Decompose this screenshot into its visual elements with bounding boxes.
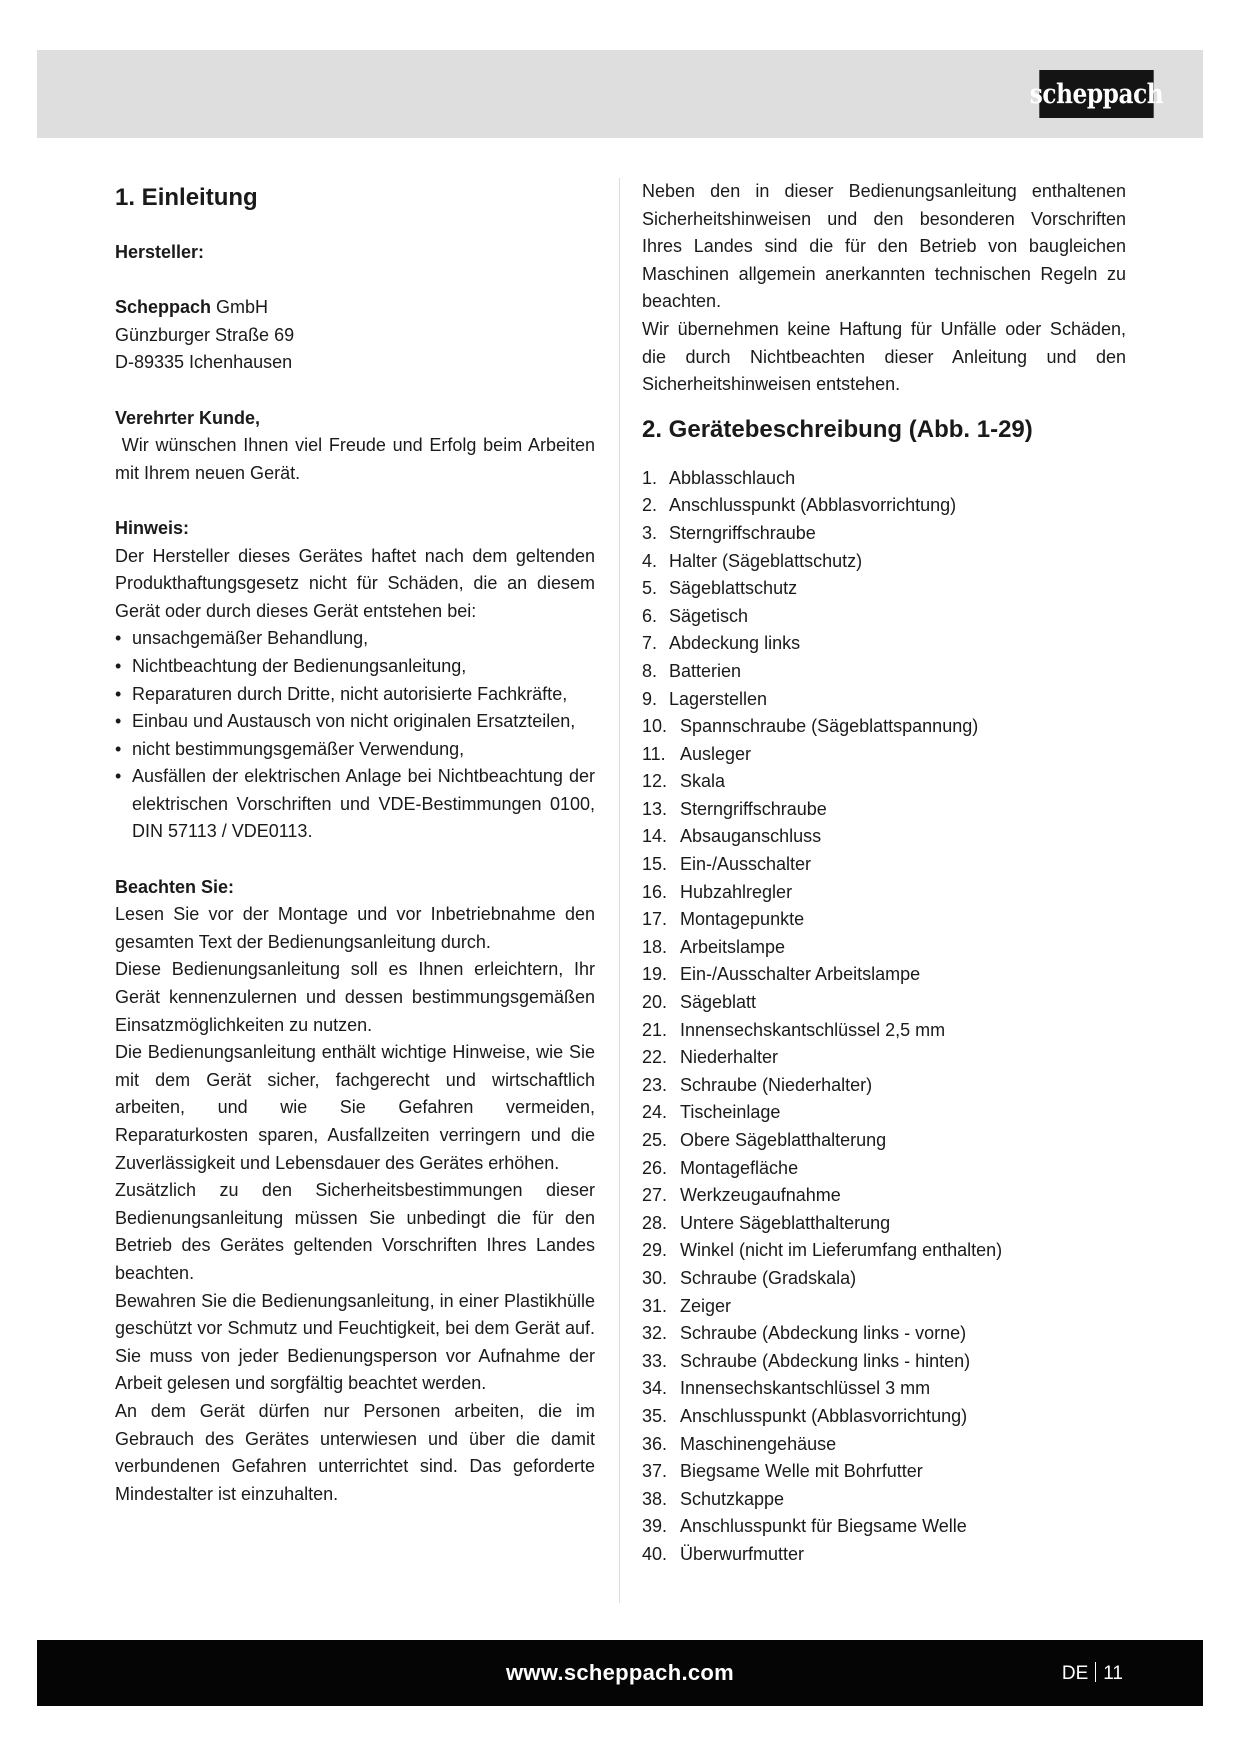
part-number: 2. [642,495,658,516]
list-item [115,736,595,764]
part-number: 6. [642,605,658,626]
part-label: Überwurfmutter [680,1543,805,1564]
part-number: 12. [642,771,668,792]
part-label: Ausleger [680,743,752,764]
part-number: 10. [642,716,668,737]
part-label: Schraube (Abdeckung links - hinten) [680,1350,971,1371]
part-item [642,934,1126,962]
part-item [642,1293,1126,1321]
right-column [642,178,1126,1569]
part-item [642,630,1126,658]
part-label: Schutzkappe [680,1488,785,1509]
part-number: 15. [642,854,668,875]
part-number: 5. [642,578,658,599]
part-label: Ein-/Ausschalter [680,854,812,875]
part-number: 32. [642,1323,668,1344]
part-item [642,1403,1126,1431]
part-number: 28. [642,1212,668,1233]
part-item [642,906,1126,934]
part-number: 34. [642,1378,668,1399]
part-number: 30. [642,1267,668,1288]
part-item [642,658,1126,686]
part-label: Ein-/Ausschalter Arbeitslampe [680,964,921,985]
part-label: Lagerstellen [669,688,768,709]
part-item [642,768,1126,796]
part-item [642,961,1126,989]
street: Günzburger Straße 69 [115,324,295,345]
list-item [115,625,595,653]
paragraph: An dem Gerät dürfen nur Personen arbeiten, die im Gebrauch des Gerätes unterwiesen und über die damit verbundenen Gefahren unterrichtet sind. Das geforderte Mindestalter ist einzuhalten. [115,1400,595,1504]
part-item [642,1099,1126,1127]
part-label: Skala [680,771,726,792]
note-text: Der Hersteller dieses Gerätes haftet nach dem geltenden Produkthaftungsgesetz nicht für Schäden, die an diesem Gerät oder durch dieses Gerät entstehen bei: [115,545,595,621]
page-separator [1095,1662,1096,1682]
list-item-text: Ausfällen der elektrischen Anlage bei Nichtbeachtung der elektrischen Vorschriften und VDE-Bestimmungen 0100, DIN 57113 / VDE0113. [132,766,595,842]
part-label: Innensechskantschlüssel 2,5 mm [680,1019,946,1040]
part-label: Zeiger [680,1295,732,1316]
part-number: 27. [642,1185,668,1206]
part-number: 14. [642,826,668,847]
part-label: Montagepunkte [680,909,805,930]
part-label: Innensechskantschlüssel 3 mm [680,1378,931,1399]
part-number: 9. [642,688,658,709]
company-line [115,294,595,322]
part-label: Hubzahlregler [680,881,793,902]
part-item [642,1182,1126,1210]
part-item [642,989,1126,1017]
city: D-89335 Ichenhausen [115,352,293,373]
part-item [642,1348,1126,1376]
part-label: Tischeinlage [680,1102,781,1123]
paragraph: Zusätzlich zu den Sicherheitsbestimmungen dieser Bedienungsanleitung müssen Sie unbedingt die für den Betrieb des Gerätes geltenden Vorschriften Ihres Landes beachten. [115,1180,595,1283]
part-item [642,1155,1126,1183]
part-item [642,1237,1126,1265]
list-item-text: Reparaturen durch Dritte, nicht autorisierte Fachkräfte, [132,683,568,704]
page-indicator [1062,1640,1123,1706]
part-label: Montagefläche [680,1157,799,1178]
part-item [642,1486,1126,1514]
part-item [642,879,1126,907]
part-item [642,1044,1126,1072]
part-label: Sägeblatt [680,992,757,1013]
greeting-text: Wir wünschen Ihnen viel Freude und Erfolg beim Arbeiten mit Ihrem neuen Gerät. [115,435,600,483]
section-title-device-description: 2. Gerätebeschreibung (Abb. 1-29) [642,415,1033,443]
website-link[interactable]: www.scheppach.com [505,1660,734,1685]
part-item [642,741,1126,769]
part-label: Untere Sägeblatthalterung [680,1212,891,1233]
part-number: 23. [642,1074,668,1095]
part-item [642,1513,1126,1541]
part-number: 38. [642,1488,668,1509]
list-item [115,681,595,709]
part-number: 40. [642,1543,668,1564]
part-label: Anschlusspunkt (Abblasvorrichtung) [680,1405,968,1426]
part-number: 22. [642,1047,668,1068]
part-number: 29. [642,1240,668,1261]
note-label: Hinweis: [115,517,190,538]
part-number: 20. [642,992,668,1013]
part-item [642,575,1126,603]
list-item-text: unsachgemäßer Behandlung, [132,628,369,649]
part-label: Halter (Sägeblattschutz) [669,550,863,571]
bullet-mark: • [115,683,122,704]
part-label: Absauganschluss [680,826,822,847]
paragraph: Neben den in dieser Bedienungsanleitung enthaltenen Sicherheitshinweisen und den besonderen Vorschriften Ihres Landes sind die für den Betrieb von baugleichen Maschinen allgemein anerkannten technischen Regeln zu beachten. [642,181,1126,312]
part-number: 16. [642,881,668,902]
list-item-text: nicht bestimmungsgemäßer Verwendung, [132,738,465,759]
part-label: Abblasschlauch [669,467,796,488]
part-item [642,796,1126,824]
part-label: Spannschraube (Sägeblattspannung) [680,716,979,737]
part-number: 4. [642,550,658,571]
part-number: 13. [642,798,668,819]
part-item [642,1541,1126,1569]
bullet-mark: • [115,766,122,787]
part-item [642,1458,1126,1486]
part-label: Schraube (Abdeckung links - vorne) [680,1323,967,1344]
paragraph: Lesen Sie vor der Montage und vor Inbetriebnahme den gesamten Text der Bedienungsanleitung durch. [115,904,595,952]
part-label: Sterngriffschraube [680,798,827,819]
list-item [115,708,595,736]
part-label: Batterien [669,660,742,681]
part-number: 7. [642,633,658,654]
liability-exclusions-list [115,625,595,846]
part-label: Obere Sägeblatthalterung [680,1130,887,1150]
part-item [642,548,1126,576]
part-number: 19. [642,964,668,985]
company-suffix: GmbH [211,297,269,318]
part-label: Biegsame Welle mit Bohrfutter [680,1461,923,1482]
part-label: Maschinengehäuse [680,1433,837,1454]
part-label: Abdeckung links [669,633,801,654]
part-item [642,713,1126,741]
list-item [115,763,595,846]
part-label: Schraube (Gradskala) [680,1267,857,1288]
part-number: 8. [642,660,658,681]
part-number: 33. [642,1350,668,1371]
part-number: 1. [642,467,658,488]
part-number: 35. [642,1405,668,1426]
part-label: Sägeblattschutz [669,578,798,599]
scheppach-logo [1029,70,1164,118]
part-number: 37. [642,1461,668,1482]
column-divider [619,178,620,1603]
part-label: Anschlusspunkt für Biegsame Welle [680,1516,967,1537]
bullet-mark: • [115,655,122,676]
part-number: 39. [642,1516,668,1537]
logo-text: scheppach [1029,78,1164,110]
language-code: DE [1061,1663,1089,1684]
part-number: 36. [642,1433,668,1454]
part-number: 25. [642,1130,668,1150]
part-label: Sterngriffschraube [669,522,816,543]
part-label: Anschlusspunkt (Abblasvorrichtung) [669,495,957,516]
part-number: 21. [642,1019,668,1040]
part-label: Sägetisch [669,605,749,626]
bullet-mark: • [115,628,122,649]
part-item [642,823,1126,851]
part-number: 17. [642,909,668,930]
bullet-mark: • [115,738,122,759]
part-number: 24. [642,1102,668,1123]
part-number: 11. [642,743,666,764]
header-band [37,50,1203,138]
list-item-text: Nichtbeachtung der Bedienungsanleitung, [132,655,467,676]
list-item [115,653,595,681]
left-column [115,178,600,1508]
company-name: Scheppach [115,297,212,318]
bullet-mark: • [115,711,122,732]
part-item [642,1320,1126,1348]
attention-paragraphs [115,901,595,1508]
part-item [642,686,1126,714]
part-item [642,1431,1126,1459]
part-item [642,520,1126,548]
part-item [642,1375,1126,1403]
section-title-introduction: 1. Einleitung [115,184,258,211]
part-item [642,851,1126,879]
greeting-label: Verehrter Kunde, [115,407,261,428]
part-item [642,603,1126,631]
part-item [642,1265,1126,1293]
part-number: 18. [642,936,668,957]
page-number: 11 [1103,1663,1123,1684]
part-label: Arbeitslampe [680,936,786,957]
right-intro-paragraphs [642,178,1126,399]
part-number: 3. [642,522,658,543]
part-number: 26. [642,1157,668,1178]
parts-list [642,465,1126,1569]
paragraph: Die Bedienungsanleitung enthält wichtige Hinweise, wie Sie mit dem Gerät sicher, fachgerecht und wirtschaftlich arbeiten, und wie Sie Gefahren vermeiden, Reparaturkosten sparen, Ausfallzeiten verringern und die Zuverlässigkeit und Lebensdauer des Gerätes erhöhen. [115,1042,595,1173]
part-label: Winkel (nicht im Lieferumfang enthalten) [680,1240,1003,1261]
paragraph: Bewahren Sie die Bedienungsanleitung, in einer Plastikhülle geschützt vor Schmutz und Feuchtigkeit, bei dem Gerät auf. Sie muss von jeder Bedienungsperson vor Aufnahme der Arbeit gelesen und sorgfältig beachtet werden. [115,1290,595,1394]
part-number: 31. [642,1295,668,1316]
paragraph: Diese Bedienungsanleitung soll es Ihnen erleichtern, Ihr Gerät kennenzulernen und dessen bestimmungsgemäßen Einsatzmöglichkeiten zu nutzen. [115,959,595,1035]
part-item [642,1127,1126,1155]
footer-bar [37,1640,1203,1706]
attention-label: Beachten Sie: [115,876,235,897]
list-item-text: Einbau und Austausch von nicht originalen Ersatzteilen, [132,711,576,732]
part-label: Werkzeugaufnahme [680,1185,841,1206]
part-item [642,492,1126,520]
part-item [642,1072,1126,1100]
part-item [642,1017,1126,1045]
part-item [642,1210,1126,1238]
manufacturer-label: Hersteller: [115,242,205,262]
part-label: Schraube (Niederhalter) [680,1074,873,1095]
part-item [642,465,1126,493]
part-label: Niederhalter [680,1047,779,1068]
paragraph: Wir übernehmen keine Haftung für Unfälle oder Schäden, die durch Nichtbeachten dieser Anleitung und den Sicherheitshinweisen entstehen. [642,318,1126,395]
